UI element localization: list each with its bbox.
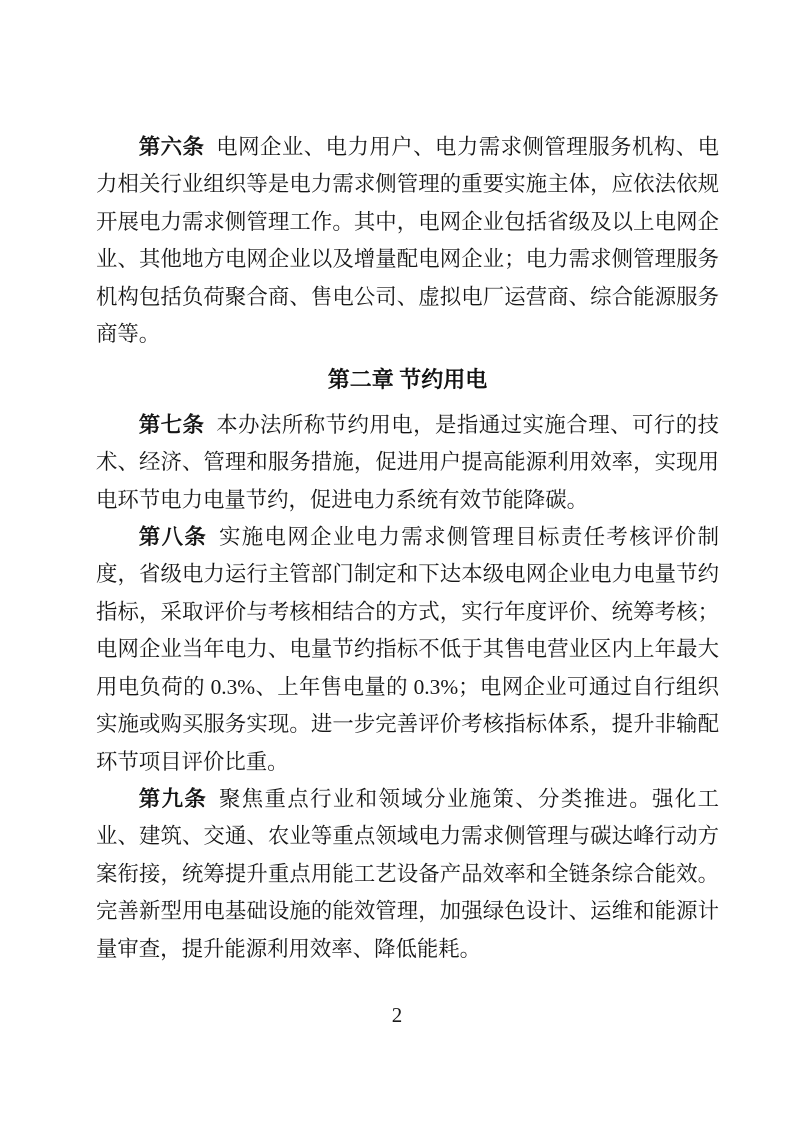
article-number: 第七条 — [138, 412, 205, 437]
document-body — [96, 129, 719, 968]
article-paragraph — [96, 781, 719, 968]
chapter-heading: 第二章 节约用电 — [327, 367, 488, 393]
article-text: 聚焦重点行业和领域分业施策、分类推进。强化工业、建筑、交通、农业等重点领域电力需求侧管理与碳达峰行动方案衔接，统筹提升重点用能工艺设备产品效率和全链条综合能效。完善新型用电基础设施的能效管理，加强绿色设计、运维和能源计量审查，提升能源利用效率、降低能耗。 — [96, 786, 719, 961]
article-text: 实施电网企业电力需求侧管理目标责任考核评价制度，省级电力运行主管部门制定和下达本级电网企业电力电量节约指标，采取评价与考核相结合的方式，实行年度评价、统筹考核；电网企业当年电力、电量节约指标不低于其售电营业区内上年最大用电负荷的 0.3%、上年售电量的 0.3%；电网企业可通过自行组织实施或购买服务实现。进一步完善评价考核指标体系，提升非输配环节项目评价比重。 — [96, 525, 719, 774]
page-number: 2 — [391, 1003, 403, 1027]
article-paragraph — [96, 129, 719, 353]
article-text: 电网企业、电力用户、电力需求侧管理服务机构、电力相关行业组织等是电力需求侧管理的重要实施主体，应依法依规开展电力需求侧管理工作。其中，电网企业包括省级及以上电网企业、其他地方电网企业以及增量配电网企业；电力需求侧管理服务机构包括负荷聚合商、售电公司、虚拟电厂运营商、综合能源服务商等。 — [96, 135, 719, 347]
article-text: 本办法所称节约用电，是指通过实施合理、可行的技术、经济、管理和服务措施，促进用户提高能源利用效率，实现用电环节电力电量节约，促进电力系统有效节能降碳。 — [96, 412, 719, 512]
article-number: 第六条 — [138, 135, 205, 159]
article-number: 第八条 — [138, 525, 208, 550]
article-paragraph — [96, 407, 719, 519]
article-number: 第九条 — [138, 786, 208, 811]
article-paragraph — [96, 519, 719, 781]
